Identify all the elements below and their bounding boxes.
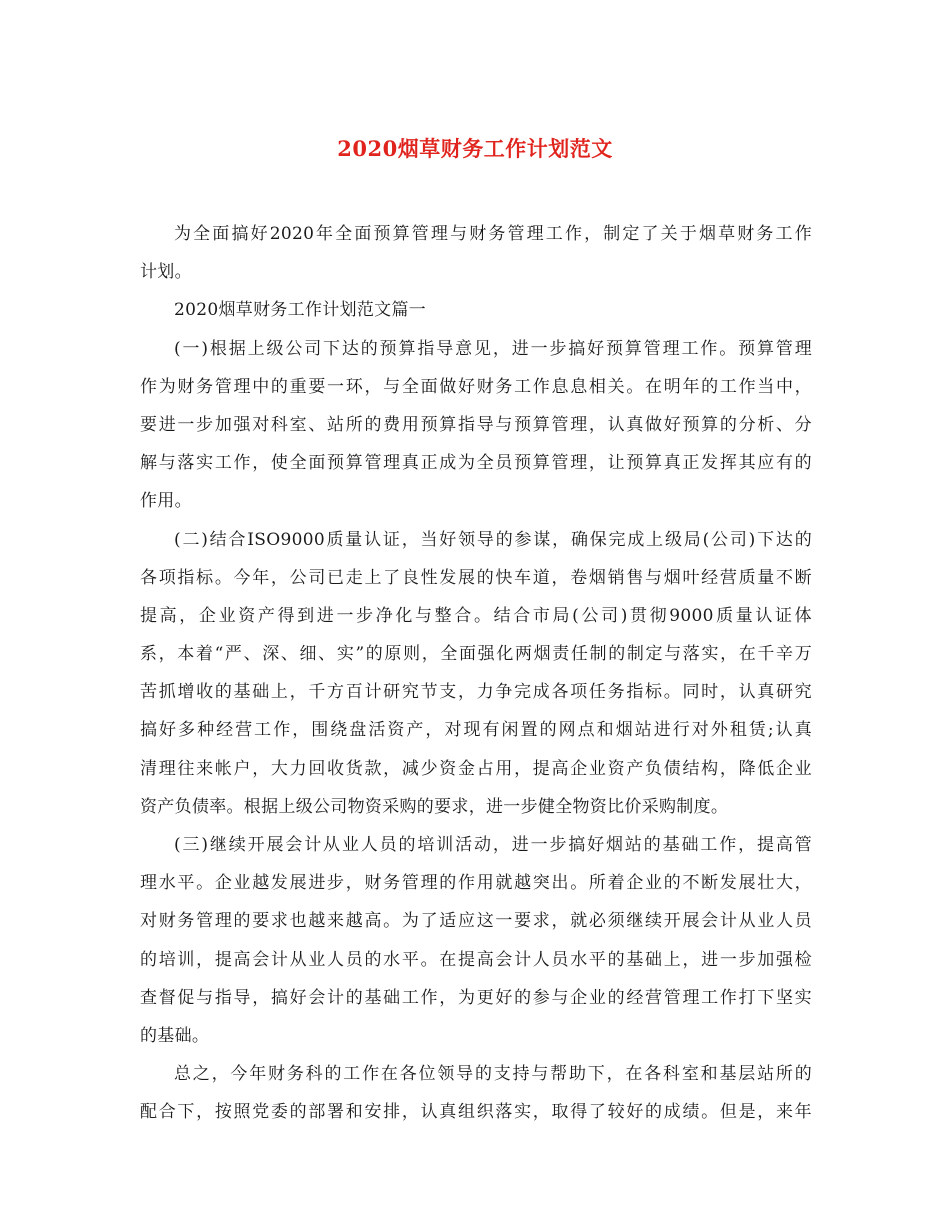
document-body (140, 215, 812, 1132)
text-line: 资产负债率。根据上级公司物资采购的要求，进一步健全物资比价采购制度。 (140, 796, 729, 817)
text-line: 苦抓增收的基础上，千方百计研究节支，力争完成各项任务指标。同时，认真研究 (140, 682, 812, 703)
text-line: 作为财务管理中的重要一环，与全面做好财务工作息息相关。在明年的工作当中， (140, 376, 812, 397)
text-line: 系，本着“严、深、细、实”的原则，全面强化两烟责任制的制定与落实，在千辛万 (140, 644, 812, 665)
text-line: 清理往来帐户，大力回收货款，减少资金占用，提高企业资产负债结构，降低企业 (140, 758, 812, 779)
text-line: (三)继续开展会计从业人员的培训活动，进一步搞好烟站的基础工作，提高管 (174, 835, 812, 855)
text-line: 计划。 (140, 262, 192, 283)
text-line: 提高，企业资产得到进一步净化与整合。结合市局(公司)贯彻9000质量认证体 (140, 605, 812, 626)
text-line: 的基础。 (140, 1025, 210, 1046)
text-line: 为全面搞好2020年全面预算管理与财务管理工作，制定了关于烟草财务工作 (174, 224, 812, 244)
text-line: 要进一步加强对科室、站所的费用预算指导与预算管理，认真做好预算的分析、分 (140, 414, 812, 435)
text-line: (一)根据上级公司下达的预算指导意见，进一步搞好预算管理工作。预算管理 (174, 338, 812, 359)
text-line: 配合下，按照党委的部署和安排，认真组织落实，取得了较好的成绩。但是，来年 (140, 1102, 812, 1123)
text-line: 查督促与指导，搞好会计的基础工作，为更好的参与企业的经营管理工作打下坚实 (140, 987, 812, 1008)
document-title: 2020烟草财务工作计划范文 (337, 136, 613, 161)
text-line: 作用。 (140, 491, 192, 512)
text-line: 搞好多种经营工作，围绕盘活资产，对现有闲置的网点和烟站进行对外租赁;认真 (140, 720, 812, 741)
text-line: (二)结合ISO9000质量认证，当好领导的参谋，确保完成上级局(公司)下达的 (174, 529, 812, 550)
text-line: 各项指标。今年，公司已走上了良性发展的快车道，卷烟销售与烟叶经营质量不断 (140, 567, 812, 588)
text-line: 总之，今年财务科的工作在各位领导的支持与帮助下，在各科室和基层站所的 (174, 1064, 812, 1085)
text-line: 的培训，提高会计从业人员的水平。在提高会计人员水平的基础上，进一步加强检 (140, 949, 812, 970)
text-line: 理水平。企业越发展进步，财务管理的作用就越突出。所着企业的不断发展壮大， (140, 873, 812, 894)
text-line: 2020烟草财务工作计划范文篇一 (174, 300, 427, 321)
text-line: 对财务管理的要求也越来越高。为了适应这一要求，就必须继续开展会计从业人员 (140, 911, 812, 932)
text-line: 解与落实工作，使全面预算管理真正成为全员预算管理，让预算真正发挥其应有的 (140, 453, 812, 474)
